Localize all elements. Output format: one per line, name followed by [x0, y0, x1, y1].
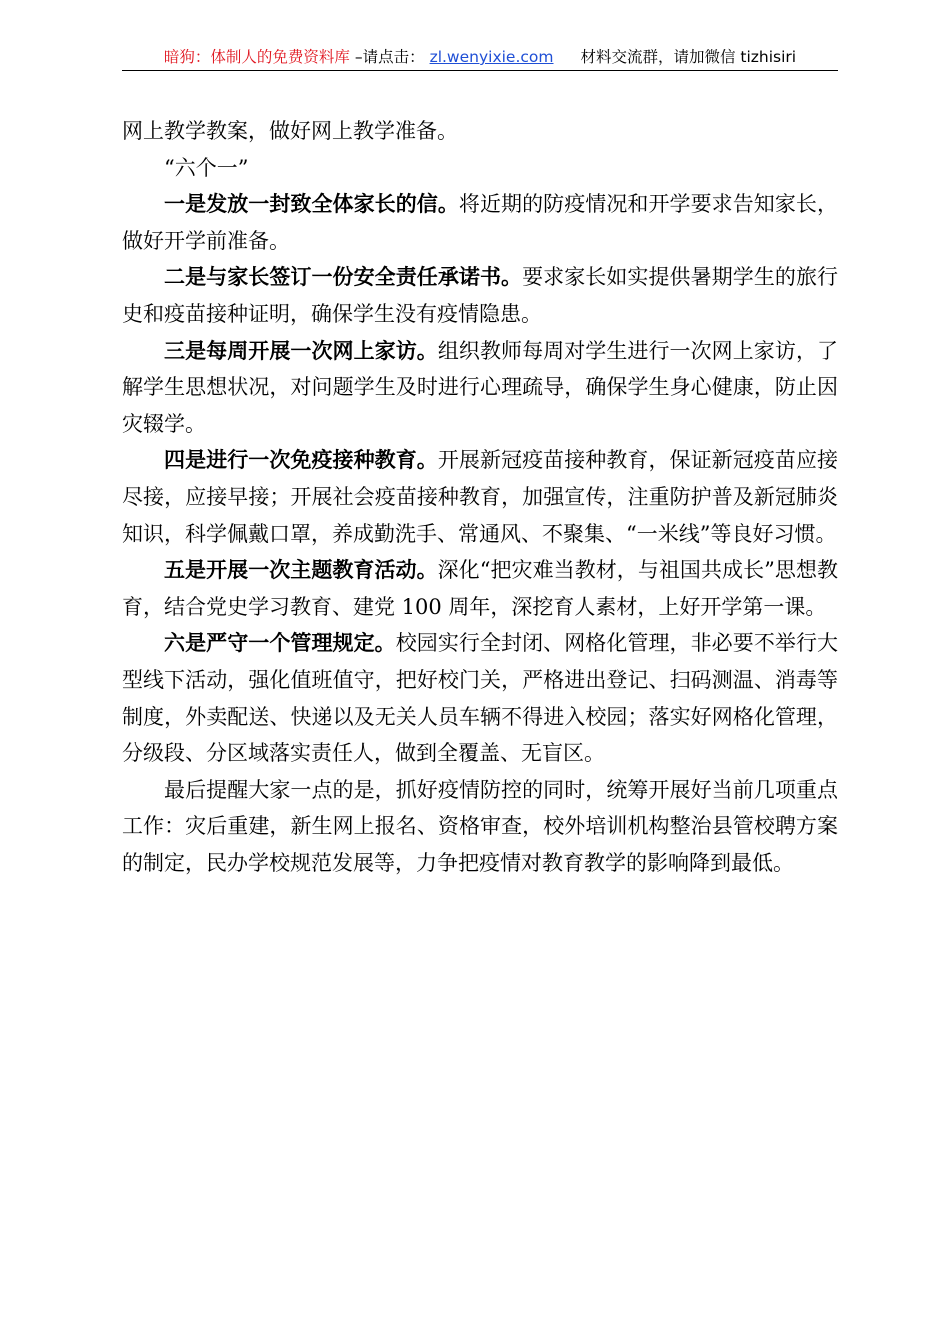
- item-text: 深化“把灾难当教材，与祖国共成长”思想教育，结合党史学习教育、建党 100 周年，深挖育人素材，上好开学第一课。: [122, 558, 838, 619]
- item-lead: 四是进行一次免疫接种教育。: [164, 447, 438, 473]
- item-text: 校园实行全封闭、网格化管理，非必要不举行大型线下活动，强化值班值守，把好校门关，严格进出登记、扫码测温、消毒等制度，外卖配送、快递以及无关人员车辆不得进入校园；落实好网格化管理，分级段、分区域落实责任人，做到全覆盖、无盲区。: [122, 631, 839, 766]
- item-text: 要求家长如实提供暑期学生的旅行史和疫苗接种证明，确保学生没有疫情隐患。: [122, 265, 839, 326]
- header-link[interactable]: zl.wenyixie.com: [429, 48, 554, 66]
- item-lead: 五是开展一次主题教育活动。: [164, 557, 438, 583]
- page-header: [122, 44, 838, 71]
- list-item: [122, 259, 838, 332]
- list-item: [122, 442, 838, 552]
- list-item: [122, 333, 838, 443]
- document-body: [122, 113, 838, 881]
- list-item: [122, 186, 838, 259]
- item-text: 组织教师每周对学生进行一次网上家访，了解学生思想状况，对问题学生及时进行心理疏导，确保学生身心健康，防止因灾辍学。: [122, 338, 839, 436]
- item-lead: 一是发放一封致全体家长的信。: [164, 191, 459, 217]
- header-contact: 材料交流群，请加微信 tizhisiri: [580, 48, 797, 66]
- list-item: [122, 552, 838, 625]
- item-lead: 六是严守一个管理规定。: [164, 630, 396, 656]
- header-brand: 暗狗：体制人的免费资料库: [163, 48, 350, 66]
- section-title: “六个一”: [164, 155, 249, 180]
- item-lead: 三是每周开展一次网上家访。: [164, 337, 438, 363]
- closing-paragraph: 最后提醒大家一点的是，抓好疫情防控的同时，统筹开展好当前几项重点工作：灾后重建，新生网上报名、资格审查，校外培训机构整治县管校聘方案的制定，民办学校规范发展等，力争把疫情对教育教学的影响降到最低。: [122, 777, 838, 875]
- item-text: 将近期的防疫情况和开学要求告知家长，做好开学前准备。: [122, 192, 839, 253]
- intro-paragraph: 网上教学教案，做好网上教学准备。: [122, 119, 458, 143]
- header-click-prompt: –请点击：: [354, 48, 425, 66]
- list-item: [122, 625, 838, 771]
- item-lead: 二是与家长签订一份安全责任承诺书。: [164, 264, 523, 290]
- item-text: 开展新冠疫苗接种教育，保证新冠疫苗应接尽接，应接早接；开展社会疫苗接种教育，加强宣传，注重防护普及新冠肺炎知识，科学佩戴口罩，养成勤洗手、常通风、不聚集、“一米线”等良好习惯。: [122, 448, 839, 546]
